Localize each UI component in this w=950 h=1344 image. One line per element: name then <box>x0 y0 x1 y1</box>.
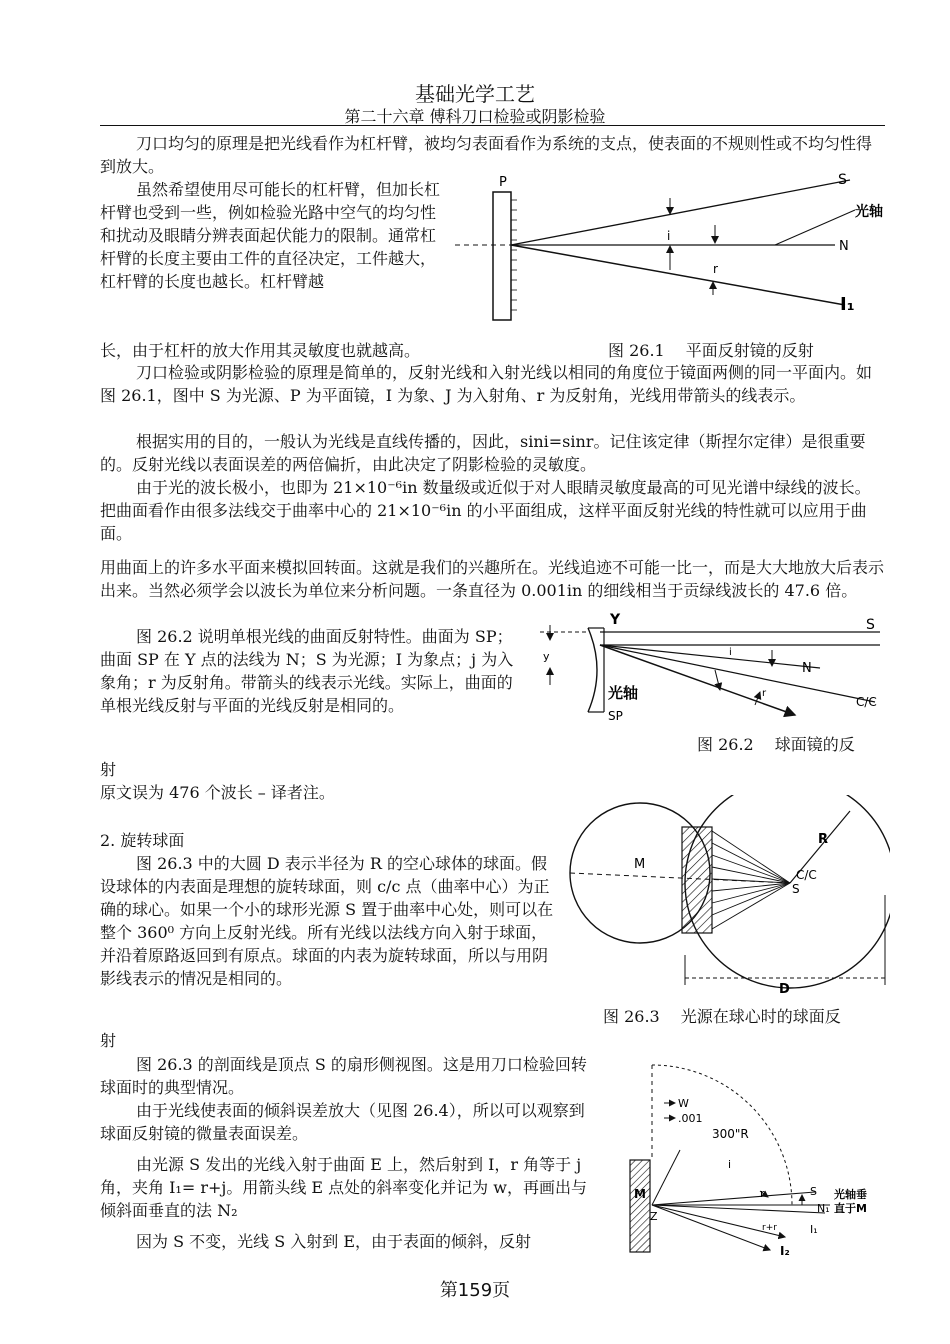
header-rule <box>100 125 885 126</box>
label-p: P <box>499 175 507 190</box>
label-y: Y <box>610 612 621 628</box>
label-w: W <box>678 1097 689 1110</box>
paragraph-9: 图 26.3 中的大圆 D 表示半径为 R 的空心球体的球面。假设球体的内表面是理想的旋转球面，则 c/c 点（曲率中心）为正确的球心。如果一个小的球形光源 S 置于曲率中心处，则可以在整个 360⁰ 方向上反射光线。所有光线以法线方向入射于球面，并沿着原路返回到有原点。球面的内表为旋转球面，所以与用阴影线表示的情况是相同的。 <box>100 854 554 988</box>
label-n1: N₁ <box>817 1202 830 1215</box>
label-m-4: M <box>634 1187 646 1201</box>
label-r-3: R <box>818 832 829 847</box>
label-axis: 光轴 <box>855 204 883 220</box>
label-cc-3: C/C <box>796 868 817 882</box>
label-i1: I₁ <box>810 1223 818 1236</box>
paragraph-12: 由光源 S 发出的光线入射于曲面 E 上，然后射到 I，r 角等于 j 角，夹角 I₁= r+j。用箭头线 E 点处的斜率变化并记为 w，再画出与倾斜面垂直的法 N₂ <box>100 1155 587 1220</box>
section-2-heading: 2. 旋转球面 <box>100 831 185 850</box>
plane-mirror <box>493 192 511 320</box>
curved-mirror <box>588 628 597 712</box>
label-axis-2: 光轴 <box>608 684 639 702</box>
label-r-2: r <box>762 688 767 699</box>
label-r: r <box>713 262 718 276</box>
paragraph-1: 刀口均匀的原理是把光线看作为杠杆臂，被均匀表面看作为系统的支点，使表面的不规则性或不均匀性得到放大。 <box>100 134 873 176</box>
label-cc-2: C/C <box>856 695 877 709</box>
reflected-ray <box>511 245 845 305</box>
label-i-4: i <box>728 1158 732 1171</box>
label-axis-4b: 直于M <box>834 1202 867 1215</box>
fig-26-1-caption: 图 26.1 平面反射镜的反射 <box>608 341 814 360</box>
paragraph-7-tail: 射 <box>100 760 117 779</box>
label-image: I₁ <box>840 294 855 315</box>
label-d: D <box>779 982 790 995</box>
hatched-mirror <box>682 827 712 933</box>
paragraph-7: 图 26.2 说明单根光线的曲面反射特性。曲面为 SP；曲面 SP 在 Y 点的法线为 N；S 为光源；I 为象点；j 为入象角；r 为反射角。带箭头的线表示光线。实际上，曲面的单根光线反射与平面的光线反射是相同的。 <box>100 627 514 715</box>
label-s-4: S <box>810 1185 817 1198</box>
paragraph-10: 图 26.3 的剖面线是顶点 S 的扇形侧视图。这是用刀口检验回转球面时的典型情况。 <box>100 1055 587 1097</box>
label-m: M <box>634 857 646 872</box>
large-sphere-D <box>685 795 890 988</box>
label-r-4: r <box>760 1187 765 1200</box>
footnote: 原文误为 476 个波长 – 译者注。 <box>100 783 335 802</box>
paragraph-11: 由于光线使表面的倾斜误差放大（见图 26.4），所以可以观察到球面反射镜的微量表面误差。 <box>100 1101 585 1143</box>
label-s-3: S <box>792 882 800 896</box>
figure-26-1 <box>455 170 885 335</box>
label-i: i <box>667 229 671 243</box>
paragraph-2-end: 长，由于杠杆的放大作用其灵敏度也就越高。 <box>100 341 421 360</box>
fig-26-3-caption: 图 26.3 光源在球心时的球面反 <box>603 1007 841 1026</box>
figure-26-4 <box>620 1055 890 1260</box>
label-s-2: S <box>866 617 875 633</box>
paragraph-9-tail: 射 <box>100 1031 117 1050</box>
fig-26-2-caption: 图 26.2 球面镜的反 <box>697 735 855 754</box>
label-z: Z <box>650 1210 658 1223</box>
label-rj: r+r <box>762 1223 777 1233</box>
paragraph-6: 用曲面上的许多水平面来模拟回转面。这就是我们的兴趣所在。光线追迹不可能一比一，而是大大地放大后表示出来。当然必须学会以波长为单位来分析问题。一条直径为 0.001in 的细线相当于贡绿线波长的 47.6 倍。 <box>100 558 885 600</box>
paragraph-13: 因为 S 不变，光线 S 入射到 E，由于表面的倾斜，反射 <box>136 1232 532 1251</box>
to-cc-line <box>600 645 875 702</box>
figure-26-2 <box>540 610 885 730</box>
label-sp: SP <box>608 709 623 723</box>
page-number: 第159页 <box>439 1280 511 1301</box>
paragraph-4: 根据实用的目的，一般认为光线是直线传播的，因此，sini=sinr。记住该定律（斯捏尔定律）是很重要的。反射光线以表面误差的两倍偏折，由此决定了阴影检验的灵敏度。 <box>100 432 866 474</box>
label-001: .001 <box>678 1112 703 1125</box>
hatched-surface <box>630 1160 650 1252</box>
paragraph-2: 虽然希望使用尽可能长的杠杆臂，但加长杠杆臂也受到一些，例如检验光路中空气的均匀性和扰动及眼睛分辨表面起伏能力的限制。通常杠杆臂的长度主要由工件的直径决定，工件越大，杠杆臂的长度也越长。杠杆臂越 <box>100 180 441 291</box>
label-radius: 300"R <box>712 1127 749 1141</box>
label-n-2: N <box>802 661 812 676</box>
label-axis-4a: 光轴垂 <box>834 1188 867 1201</box>
label-i-2: i <box>729 647 732 658</box>
paragraph-5: 由于光的波长极小，也即为 21×10⁻⁶in 数量级或近似于对人眼睛灵敏度最高的可见光谱中绿线的波长。把曲面看作由很多法线交于曲率中心的 21×10⁻⁶in 的小平面组成，这样平面反射光线的特性就可以应用于曲面。 <box>100 478 871 543</box>
label-s: S <box>838 172 847 188</box>
book-title: 基础光学工艺 <box>415 82 535 106</box>
label-n: N <box>839 239 849 254</box>
incident-ray <box>511 180 850 245</box>
chapter-title: 第二十六章 傅科刀口检验或阴影检验 <box>344 107 606 126</box>
label-y-lower: y <box>543 650 550 663</box>
figure-26-3 <box>560 795 890 995</box>
label-i2: I₂ <box>780 1244 790 1258</box>
paragraph-3: 刀口检验或阴影检验的原理是简单的，反射光线和入射光线以相同的角度位于镜面两侧的同一平面内。如图 26.1，图中 S 为光源、P 为平面镜，I 为象、J 为入射角、r 为反射角，光线用带箭头的线表示。 <box>100 363 873 405</box>
